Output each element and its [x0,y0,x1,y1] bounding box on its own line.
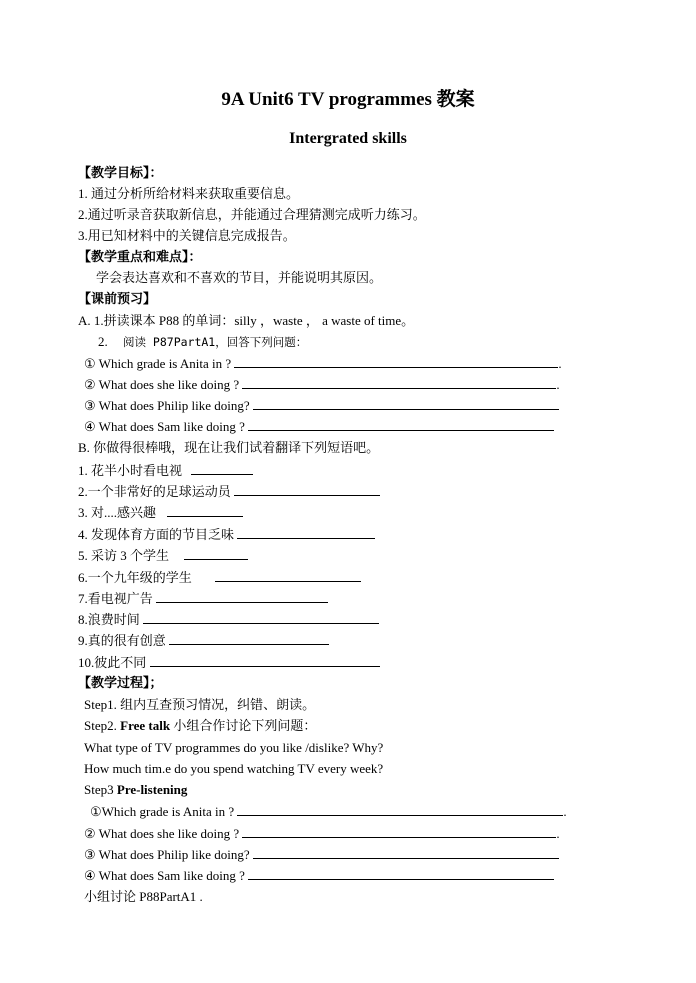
preview-heading: 【课前预习】 [78,291,157,306]
document-subtitle: Intergrated skills [289,130,407,147]
answer-blank[interactable] [237,526,375,539]
answer-blank[interactable] [242,376,556,389]
answer-blank[interactable] [253,846,559,859]
question-row: ② What does she like doing ? . [84,377,560,392]
talk-question: How much tim.e do you spend watching TV every week? [84,761,384,776]
answer-blank[interactable] [184,547,248,560]
phrase-row: 2.一个非常好的足球运动员 [78,483,380,500]
key-points-heading: 【教学重点和难点】： [78,249,202,264]
phrase-row: 9.真的很有创意 [78,632,329,649]
step-3: Step3 Pre-listening [84,782,188,797]
talk-question: What type of TV programmes do you like /dislike? Why? [84,740,384,755]
step-1: Step1. 组内互查预习情况，纠错、朗读。 [84,697,316,712]
question-text: ①Which grade is Anita in ? [90,804,235,819]
phrase-row: 3. 对....感兴趣 [78,504,243,521]
answer-blank[interactable] [253,397,559,410]
answer-blank[interactable] [242,825,556,838]
objective-item: 3.用已知材料中的关键信息完成报告。 [78,228,296,243]
phrase-row: 7.看电视广告 [78,590,328,607]
question-row: ①Which grade is Anita in ? . [90,804,567,819]
phrase-row: 1. 花半小时看电视 [78,462,253,479]
question-row [84,397,559,414]
key-points-text: 学会表达喜欢和不喜欢的节目，并能说明其原因。 [96,270,383,285]
answer-blank[interactable] [215,569,361,582]
part-a-line-1: A. 1.拼读课本 P88 的单词：silly ，waste ， a waste of time。 [78,313,415,328]
phrase-row: 5. 采访 3 个学生 [78,547,248,564]
answer-blank[interactable] [167,504,243,517]
answer-blank[interactable] [234,483,380,496]
question-row [84,846,559,863]
objectives-heading: 【教学目标】： [78,165,163,180]
answer-blank[interactable] [191,462,253,475]
answer-blank[interactable] [169,632,329,645]
process-heading: 【教学过程】； [78,675,163,690]
answer-blank[interactable] [248,867,554,880]
question-text: ② What does she like doing ? [84,826,240,841]
question-text: ② What does she like doing ? [84,377,240,392]
item-text: 阅读 P87PartA1，回答下列问题： [123,335,308,349]
question-text: ④ What does Sam like doing ? [84,868,245,883]
question-row [84,418,554,435]
objective-item: 2.通过听录音获取新信息，并能通过合理猜测完成听力练习。 [78,207,426,222]
item-number: 2. [98,334,108,349]
phrase-row: 6.一个九年级的学生 [78,569,361,586]
phrase-row: 8.浪费时间 [78,611,379,628]
question-text: ③ What does Philip like doing? [84,847,250,862]
part-a-line-2 [98,334,307,350]
part-b-intro: B. 你做得很棒哦，现在让我们试着翻译下列短语吧。 [78,440,380,455]
question-text: ① Which grade is Anita in ? [84,356,232,371]
question-row [84,867,554,884]
phrase-row: 4. 发现体育方面的节目乏味 [78,526,375,543]
step-2: Step2. Free talk 小组合作讨论下列问题： [84,718,317,733]
answer-blank[interactable] [143,611,379,624]
objective-item: 1. 通过分析所给材料来获取重要信息。 [78,186,300,201]
answer-blank[interactable] [234,355,558,368]
answer-blank[interactable] [156,590,328,603]
answer-blank[interactable] [150,654,380,667]
question-text: ④ What does Sam like doing ? [84,419,245,434]
question-text: ③ What does Philip like doing? [84,398,250,413]
final-line: 小组讨论 P88PartA1 . [84,889,203,904]
question-row: ① Which grade is Anita in ? . [84,356,562,371]
question-row: ② What does she like doing ? . [84,826,560,841]
phrase-row: 10.彼此不同 [78,654,380,671]
answer-blank[interactable] [237,803,563,816]
answer-blank[interactable] [248,418,554,431]
document-title: 9A Unit6 TV programmes 教案 [221,89,475,110]
